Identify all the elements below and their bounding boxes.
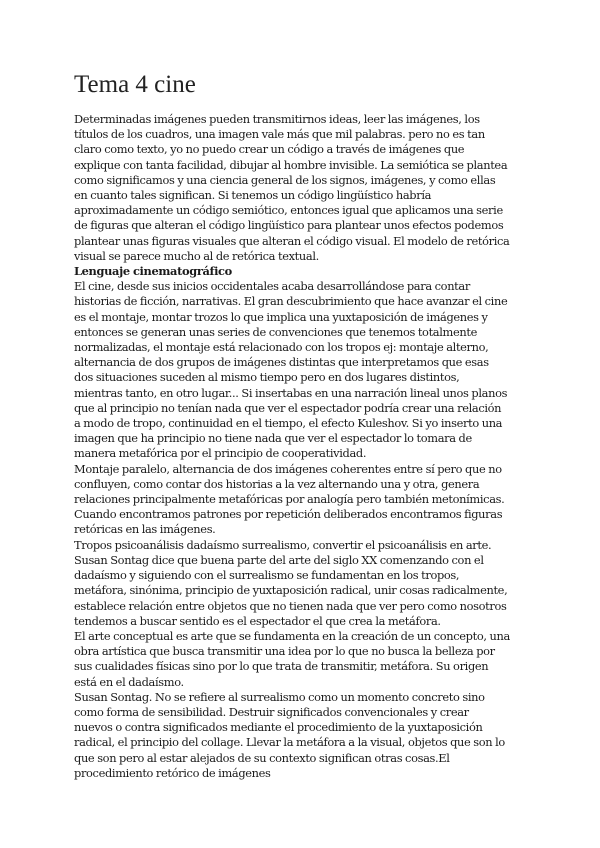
section-heading: Lenguaje cinematográfico	[74, 264, 232, 279]
paragraph-cine-montaje: El cine, desde sus inicios occidentales acaba desarrollándose para contar historias de ficción, narrativas. El gran descubrimiento que hace avanzar el cine es el montaje, montar trozos lo que implica una yuxtaposición de imágenes y entonces se generan unas series de convenciones que tenemos totalmente normalizadas, el montaje está relacionado con los tropos ej: montaje alterno, alternancia de dos grupos de imágenes distintas que interpretamos que esas dos situaciones suceden al mismo tiempo pero en dos lugares distintos, mientras tanto, en otro lugar... Si insertabas en una narración lineal unos planos que al principio no tenían nada que ver el espectador podría crear una relación a modo de tropo, continuidad en el tiempo, el efecto Kuleshov. Si yo inserto una imagen que ha principio no tiene nada que ver el espectador lo tomara de manera metafórica por el principio de cooperatividad.	[74, 279, 508, 461]
paragraph-arte-conceptual: El arte conceptual es arte que se fundamenta en la creación de un concepto, una obra artística que busca transmitir una idea por lo que no busca la belleza por sus cualidades físicas sino por lo que trata de transmitir, metáfora. Su origen está en el dadaísmo.	[74, 628, 510, 689]
paragraph-susan-sontag: Susan Sontag. No se refiere al surrealismo como un momento concreto sino como forma de sensibilidad. Destruir significados convencionales y crear nuevos o contra significados mediante el procedimiento de la yuxtaposición radical, el principio del collage. Llevar la metáfora a la visual, objetos que son lo que son pero al estar alejados de su contexto significan otras cosas.El procedimiento retórico de imágenes	[74, 689, 505, 780]
paragraph-tropos-surrealismo: Tropos psicoanálisis dadaísmo surrealismo, convertir el psicoanálisis en arte. Susan Sontag dice que buena parte del arte del siglo XX comenzando con el dadaísmo y siguiendo con el surrealismo se fundamentan en los tropos, metáfora, sinónima, principio de yuxtaposición radical, unir cosas radicalmente, establece relación entre objetos que no tienen nada que ver pero como nosotros tendemos a buscar sentido es el espectador el que crea la metáfora.	[74, 537, 508, 628]
document-body	[74, 112, 510, 781]
paragraph-montaje-paralelo: Montaje paralelo, alternancia de dos imágenes coherentes entre sí pero que no confluyen, como contar dos historias a la vez alternando una y otra, genera relaciones principalmente metafóricas por analogía pero también metonímicas. Cuando encontramos patrones por repetición deliberados encontramos figuras retóricas en las imágenes.	[74, 461, 505, 537]
page-title: Tema 4 cine	[74, 71, 196, 98]
intro-paragraph: Determinadas imágenes pueden transmitirnos ideas, leer las imágenes, los títulos de los cuadros, una imagen vale más que mil palabras. pero no es tan claro como texto, yo no puedo crear un código a través de imágenes que explique con tanta facilidad, dibujar al hombre invisible. La semiótica se plantea como significamos y una ciencia general de los signos, imágenes, y como ellas en cuanto tales significan. Si tenemos un código lingüístico habría aproximadamente un código semiótico, entonces igual que aplicamos una serie de figuras que alteran el código lingüístico para plantear unos efectos podemos plantear unas figuras visuales que alteran el código visual. El modelo de retórica visual se parece mucho al de retórica textual.	[74, 112, 510, 263]
